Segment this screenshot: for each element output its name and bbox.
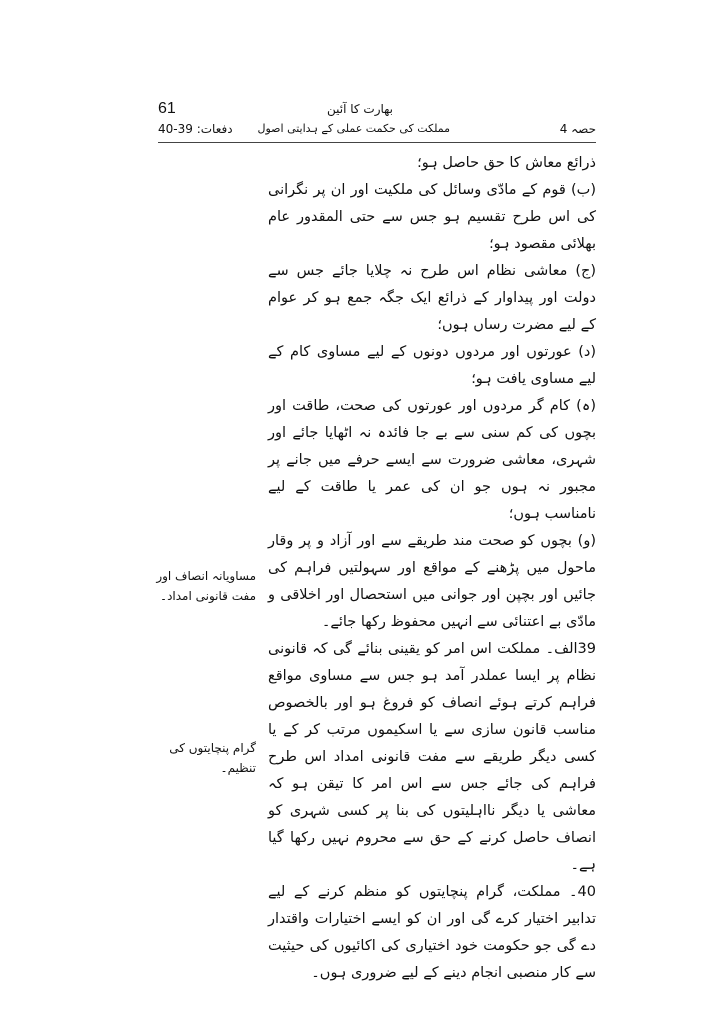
body-text <box>268 150 596 987</box>
paragraph: (ب) قوم کے مادّی وسائل کی ملکیت اور ان پر نگرانی کی اس طرح تقسیم ہو جس سے حتی المقدور عام بھلائی مقصود ہو؛ <box>268 182 596 252</box>
article-40: 40۔ مملکت، گرام پنچایتوں کو منظم کرنے کے لیے تدابیر اختیار کرے گی اور ان کو ایسے اختیارات واقتدار دے گی جو حکومت خود اختیاری کی اکائیوں کی حیثیت سے کار منصبی انجام دینے کے لیے ضروری ہوں۔ <box>268 884 596 981</box>
part-label: حصہ 4 <box>559 122 596 136</box>
book-title: بھارت کا آئین <box>326 102 394 116</box>
header-rule <box>158 142 596 143</box>
articles-label: دفعات: 39-40 <box>158 122 233 136</box>
part-subtitle: مملکت کی حکمت عملی کے ہدایتی اصول <box>257 122 450 135</box>
paragraph: (و) بچوں کو صحت مند طریقے سے اور آزاد و پر وقار ماحول میں پڑھنے کے مواقع اور سہولتیں فراہم کی جائیں اور بچپن اور جوانی میں استحصال اور اخلاقی و مادّی بے اعتنائی سے انہیں محفوظ رکھا جائے۔ <box>268 533 596 630</box>
article-39a: 39الف۔ مملکت اس امر کو یقینی بنائے گی کہ قانونی نظام پر ایسا عملدر آمد ہو جس سے مساوی مواقع فراہم کرتے ہوئے انصاف کو فروغ ہو اور بالخصوص مناسب قانون سازی سے یا اسکیموں مرتب کر کے یا کسی دیگر طریقے سے مفت قانونی امداد اس طرح فراہم کی جائے جس سے اس امر کا تیقن ہو کہ معاشی یا دیگر نااہلیتوں کی بنا پر کسی شہری کو انصاف حاصل کرنے کے حق سے محروم نہیں رکھا گیا ہے۔ <box>268 641 596 873</box>
margin-note-panchayats: گرام پنچایتوں کی تنظیم۔ <box>169 741 256 775</box>
paragraph: (ج) معاشی نظام اس طرح نہ چلایا جائے جس سے دولت اور پیداوار کے ذرائع ایک جگہ جمع ہو کر عوام کے لیے مضرت رساں ہوں؛ <box>268 263 596 333</box>
paragraph: ذرائع معاش کا حق حاصل ہو؛ <box>417 155 596 171</box>
paragraph: (د) عورتوں اور مردوں دونوں کے لیے مساوی کام کے لیے مساوی یافت ہو؛ <box>268 344 596 387</box>
page-number: 61 <box>158 100 176 117</box>
paragraph: (ہ) کام گر مردوں اور عورتوں کی صحت، طاقت اور بچوں کی کم سنی سے بے جا فائدہ نہ اٹھایا جائے اور شہری، معاشی ضرورت سے ایسے حرفے میں جانے پر مجبور نہ ہوں جو ان کی عمر یا طاقت کے لیے نامناسب ہوں؛ <box>268 398 596 522</box>
margin-note-legal-aid: مساویانہ انصاف اور مفت قانونی امداد۔ <box>156 569 256 603</box>
